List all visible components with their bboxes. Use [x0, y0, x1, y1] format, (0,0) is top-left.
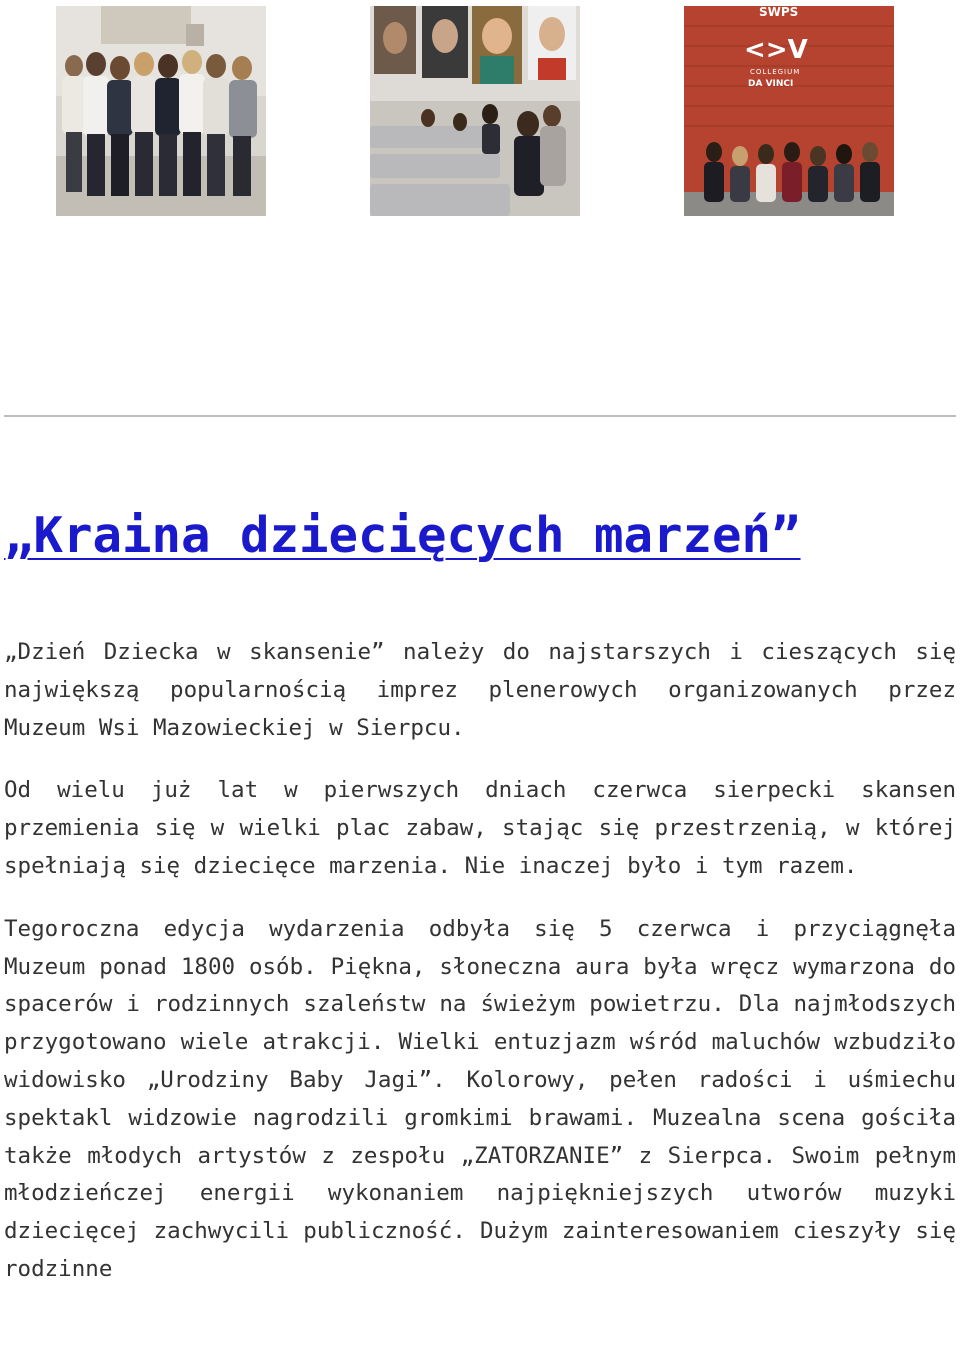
group-photo-building[interactable]: [684, 6, 894, 216]
article-paragraph-1: „Dzień Dziecka w skansenie” należy do najstarszych i cieszących się największą popularnością imprez plenerowych organizowanych przez Muzeum Wsi Mazowieckiej w Sierpcu.: [4, 639, 956, 741]
photo-auditorium-image: [370, 6, 580, 216]
article-paragraph-2: Od wielu już lat w pierwszych dniach czerwca sierpecki skansen przemienia się w wielki plac zabaw, stając się przestrzenią, w której spełniają się dziecięce marzenia. Nie inaczej było i tym razem.: [4, 777, 956, 879]
article-body: [4, 634, 956, 1314]
photo-building-image: [684, 6, 894, 216]
building-sign-line2: DA VINCI: [748, 79, 794, 89]
article-paragraph-3: Tegoroczna edycja wydarzenia odbyła się 5 czerwca i przyciągnęła Muzeum ponad 1800 osób. Piękna, słoneczna aura była wręcz wymarzona do spacerów i rodzinnych szaleństw na świeżym powietrzu. Dla najmłodszych przygotowano wiele atrakcji. Wielki entuzjazm wśród maluchów wzbudziło widowisko „Urodziny Baby Jagi”. Kolorowy, pełen radości i uśmiechu spektakl widzowie nagrodzili gromkimi brawami. Muzealna scena gościła także młodych artystów z zespołu „ZATORZANIE” z Sierpca. Swoim pełnym młodzieńczej energii wykonaniem najpiękniejszych utworów muzyki dziecięcej zachwycili publiczność. Dużym zainteresowaniem cieszyły się rodzinne: [4, 915, 956, 1282]
group-photo-auditorium[interactable]: [370, 6, 580, 216]
photo-classroom-image: [56, 6, 266, 216]
building-sign-line1: COLLEGIUM: [750, 68, 801, 76]
section-divider: [4, 415, 956, 417]
group-photo-classroom[interactable]: [56, 6, 266, 216]
building-sign-logo-mark: <>V: [744, 35, 808, 65]
article-title[interactable]: „Kraina dziecięcych marzeń”: [4, 507, 801, 564]
photo-gallery: [0, 6, 960, 216]
building-sign-logo-top: SWPS: [759, 6, 799, 19]
